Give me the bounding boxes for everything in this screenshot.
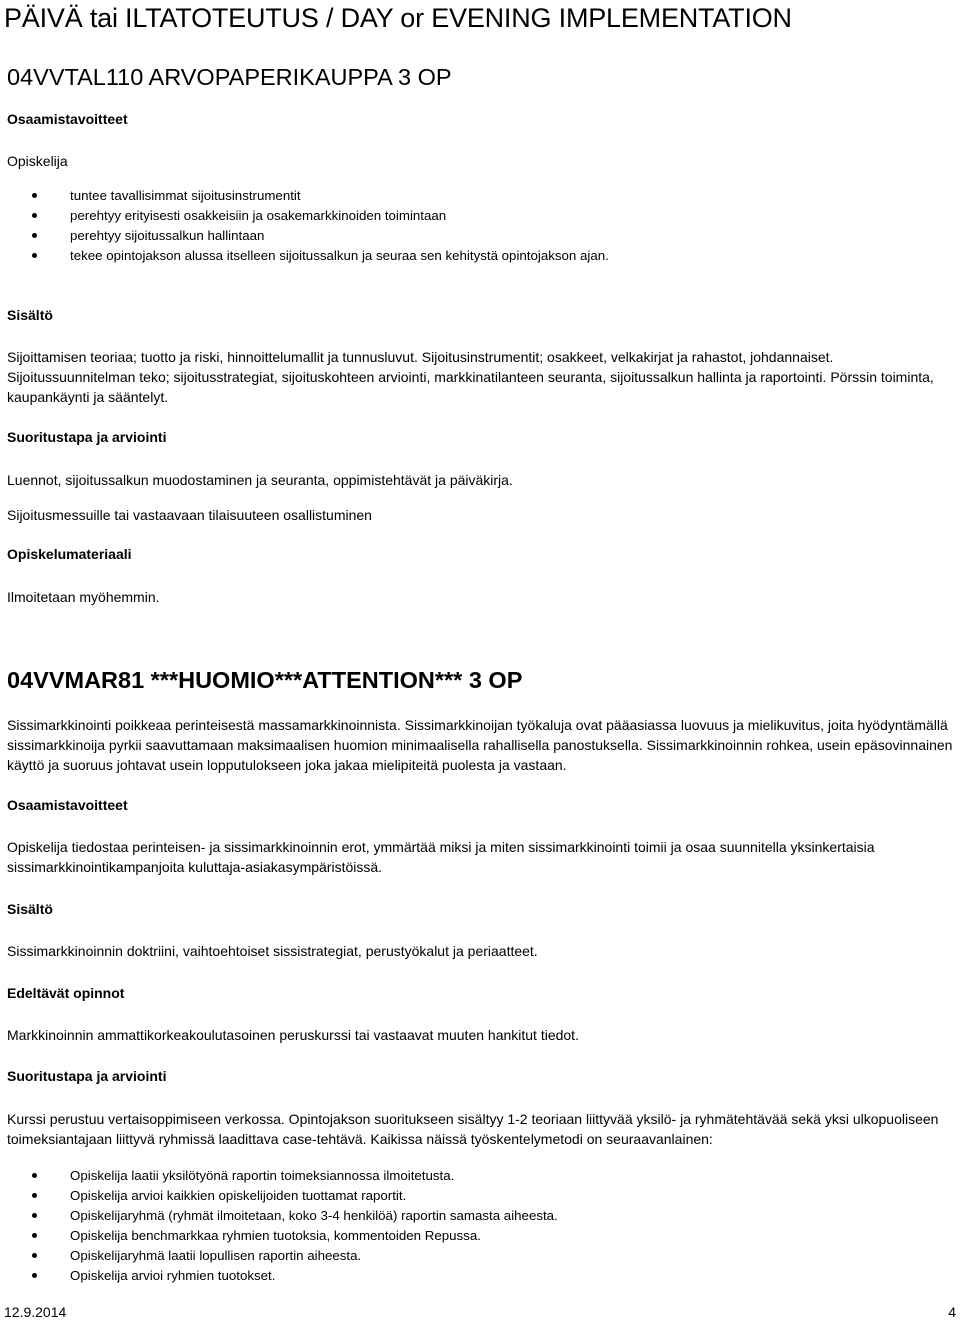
list-item: Opiskelija arvioi ryhmien tuotokset. [32,1266,932,1286]
list-item: Opiskelija laatii yksilötyönä raportin toimeksiannossa ilmoitetusta. [32,1166,932,1186]
page-title: PÄIVÄ tai ILTATOTEUTUS / DAY or EVENING IMPLEMENTATION [4,3,792,33]
list-item: perehtyy erityisesti osakkeisiin ja osakemarkkinoiden toimintaan [32,206,682,226]
objectives-heading: Osaamistavoitteet [7,797,128,813]
course-title: 04VVTAL110 ARVOPAPERIKAUPPA 3 OP [7,64,452,90]
list-item: perehtyy sijoitussalkun hallintaan [32,226,682,246]
list-item: tuntee tavallisimmat sijoitusinstrumentit [32,186,682,206]
list-item: tekee opintojakson alussa itselleen sijoitussalkun ja seuraa sen kehitystä opintojakson ajan. [32,246,682,266]
prereq-heading: Edeltävät opinnot [7,985,125,1001]
list-item: Opiskelijaryhmä laatii lopullisen raportin aiheesta. [32,1246,932,1266]
list-item: Opiskelija arvioi kaikkien opiskelijoiden tuottamat raportit. [32,1186,932,1206]
prereq-text: Markkinoinnin ammattikorkeakoulutasoinen peruskurssi tai vastaavat muuten hankitut tiedot. [7,1027,579,1043]
materials-heading: Opiskelumateriaali [7,546,132,562]
objectives-heading: Osaamistavoitteet [7,111,128,127]
content-text: Sissimarkkinoinnin doktriini, vaihtoehtoiset sissistrategiat, perustyökalut ja periaatteet. [7,943,538,959]
assessment-heading: Suoritustapa ja arviointi [7,1068,167,1084]
assessment-text: Luennot, sijoitussalkun muodostaminen ja seuranta, oppimistehtävät ja päiväkirja. [7,472,513,488]
assessment-text: Sijoitusmessuille tai vastaavaan tilaisuuteen osallistuminen [7,507,372,523]
content-text: Sijoittamisen teoriaa; tuotto ja riski, hinnoittelumallit ja tunnusluvut. Sijoitusinstrumentit; osakkeet, velkakirjat ja rahastot, johdannaiset. Sijoitussuunnitelman teko; sijoitusstrategiat, sijoituskohteen arviointi, markkinatilanteen seuranta, sijoitussalkun hallinta ja raportointi. Pörssin toiminta, kaupankäynti ja sääntelyt. [7,349,934,405]
course-title: 04VVMAR81 ***HUOMIO***ATTENTION*** 3 OP [7,667,523,693]
page-number: 4 [948,1304,956,1320]
assessment-heading: Suoritustapa ja arviointi [7,429,167,445]
list-item: Opiskelija benchmarkkaa ryhmien tuotoksia, kommentoiden Repussa. [32,1226,932,1246]
objectives-list [32,186,682,266]
steps-list [32,1166,932,1286]
content-heading: Sisältö [7,307,53,323]
objectives-text: Opiskelija tiedostaa perinteisen- ja sissimarkkinoinnin erot, ymmärtää miksi ja miten sissimarkkinointi toimii ja osaa suunnitella yksinkertaisia sissimarkkinointikampanjoita kuluttaja-asiakasympäristöissä. [7,839,875,875]
content-heading: Sisältö [7,901,53,917]
footer-date: 12.9.2014 [4,1304,67,1320]
assessment-text: Kurssi perustuu vertaisoppimiseen verkossa. Opintojakson suoritukseen sisältyy 1-2 teoriaan liittyvää yksilö- ja ryhmätehtävää sekä yksi ulkopuoliseen toimeksiantajaan liittyvä ryhmissä laadittava case-tehtävä. Kaikissa näissä työskentelymetodi on seuraavanlainen: [7,1111,939,1147]
materials-text: Ilmoitetaan myöhemmin. [7,589,160,605]
intro-text: Sissimarkkinointi poikkeaa perinteisestä massamarkkinoinnista. Sissimarkkinoijan työkaluja ovat pääasiassa luovuus ja mielikuvitus, joita hyödyntämällä sissimarkkinoija pyrkii saavuttamaan maksimaalisen huomion minimaalisella rahallisella panostuksella. Sissimarkkinoinnin rohkea, usein epäsovinnainen käyttö ja suoruus johtavat usein lopputulokseen joka jakaa mielipiteitä puolesta ja vastaan. [7,717,953,773]
list-item: Opiskelijaryhmä (ryhmät ilmoitetaan, koko 3-4 henkilöä) raportin samasta aiheesta. [32,1206,932,1226]
student-label: Opiskelija [7,153,68,169]
